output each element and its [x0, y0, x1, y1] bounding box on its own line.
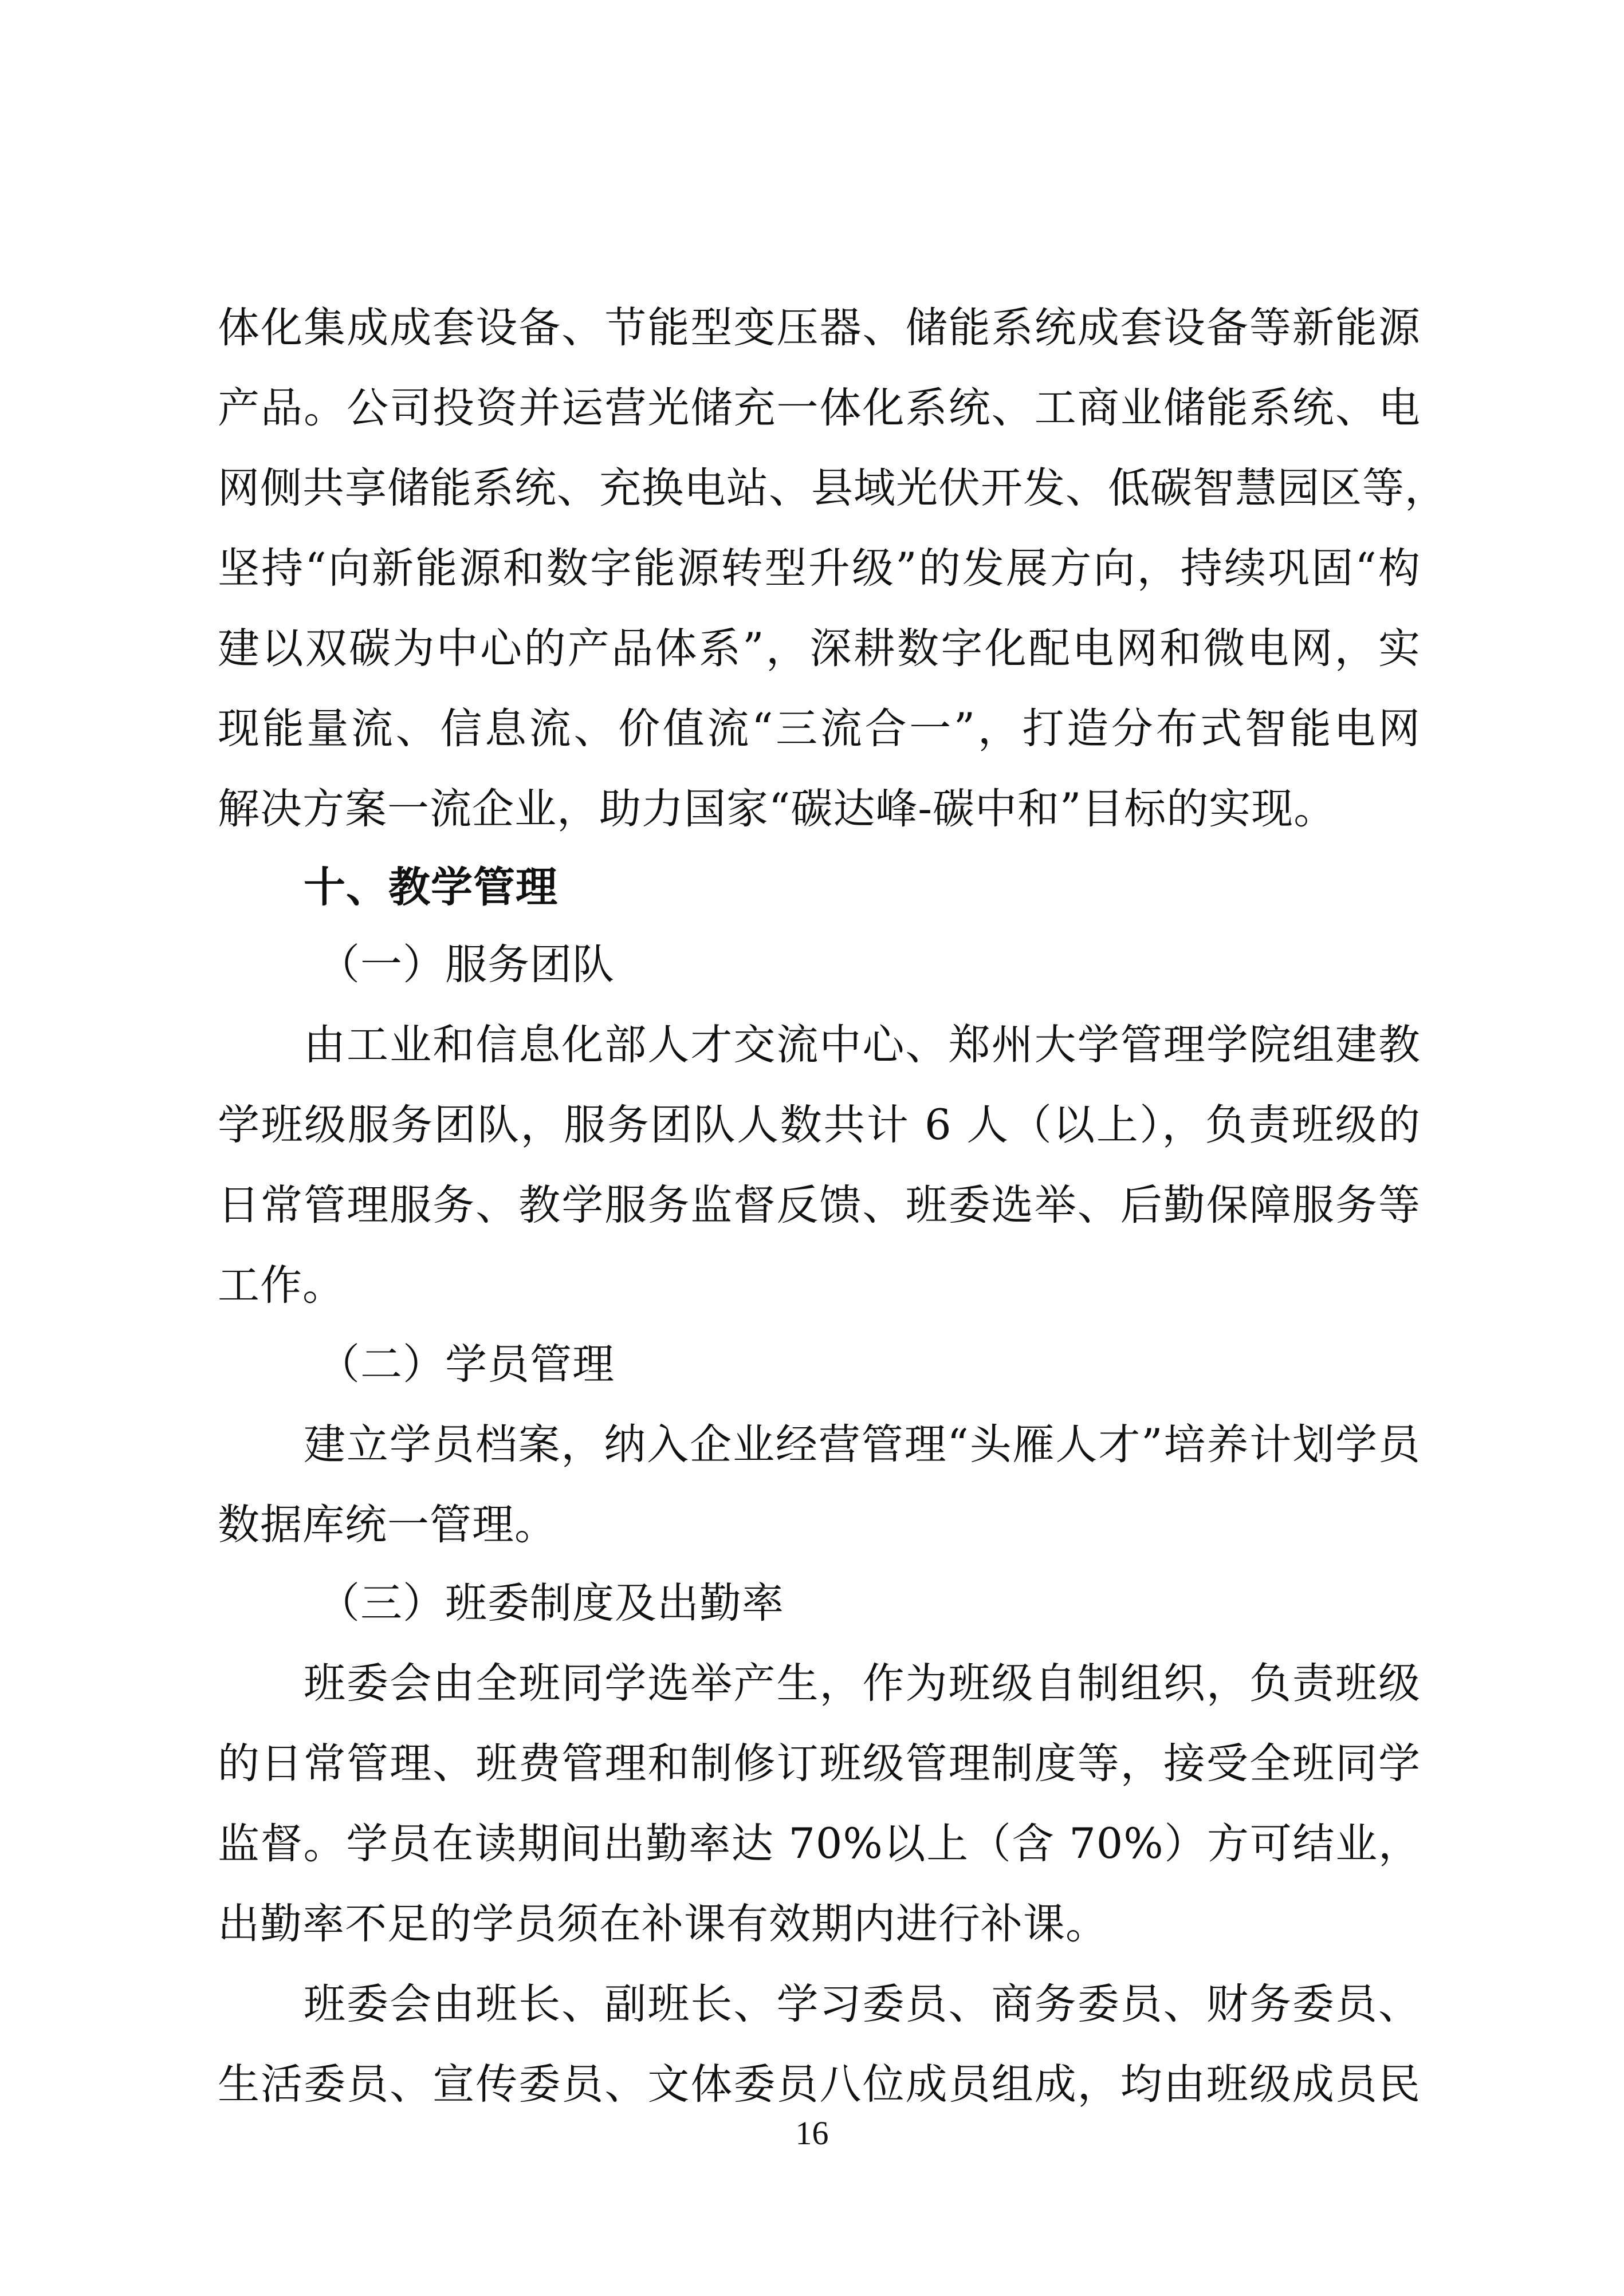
sub1-line2: 学班级服务团队，服务团队人数共计 6 人（以上），负责班级的 [218, 1101, 1421, 1149]
sub3-p1-line3: 监督。学员在读期间出勤率达 70%以上（含 70%）方可结业， [218, 1820, 1421, 1868]
sub3-p2-line2: 生活委员、宣传委员、文体委员八位成员组成，均由班级成员民 [218, 2060, 1421, 2109]
page-number: 16 [795, 2114, 829, 2152]
subsection-heading-3: （三）班委制度及出勤率 [318, 1579, 784, 1628]
sub3-p1-line1: 班委会由全班同学选举产生，作为班级自制组织，负责班级 [304, 1659, 1421, 1708]
para1-line7: 解决方案一流企业，助力国家“碳达峰-碳中和”目标的实现。 [218, 785, 1336, 833]
para1-line4: 坚持“向新能源和数字能源转型升级”的发展方向，持续巩固“构 [218, 544, 1421, 593]
subsection-heading-2: （二）学员管理 [318, 1340, 615, 1389]
para1-line1: 体化集成成套设备、节能型变压器、储能系统成套设备等新能源 [218, 304, 1421, 352]
subsection-heading-1: （一）服务团队 [318, 940, 615, 989]
sub1-line4: 工作。 [218, 1261, 345, 1310]
sub3-p2-line1: 班委会由班长、副班长、学习委员、商务委员、财务委员、 [304, 1980, 1421, 2029]
sub1-line1: 由工业和信息化部人才交流中心、郑州大学管理学院组建教 [304, 1021, 1421, 1069]
para1-line2: 产品。公司投资并运营光储充一体化系统、工商业储能系统、电 [218, 384, 1421, 432]
para1-line5: 建以双碳为中心的产品体系”，深耕数字化配电网和微电网，实 [218, 624, 1421, 673]
sub2-line2: 数据库统一管理。 [218, 1501, 557, 1549]
sub1-line3: 日常管理服务、教学服务监督反馈、班委选举、后勤保障服务等 [218, 1181, 1421, 1230]
para1-line6: 现能量流、信息流、价值流“三流合一”，打造分布式智能电网 [218, 704, 1421, 753]
sub2-line1: 建立学员档案，纳入企业经营管理“头雁人才”培养计划学员 [304, 1420, 1421, 1469]
sub3-p1-line4: 出勤率不足的学员须在补课有效期内进行补课。 [218, 1900, 1108, 1948]
sub3-p1-line2: 的日常管理、班费管理和制修订班级管理制度等，接受全班同学 [218, 1739, 1421, 1788]
para1-line3: 网侧共享储能系统、充换电站、县域光伏开发、低碳智慧园区等， [218, 464, 1447, 513]
section-heading: 十、教学管理 [304, 863, 558, 912]
